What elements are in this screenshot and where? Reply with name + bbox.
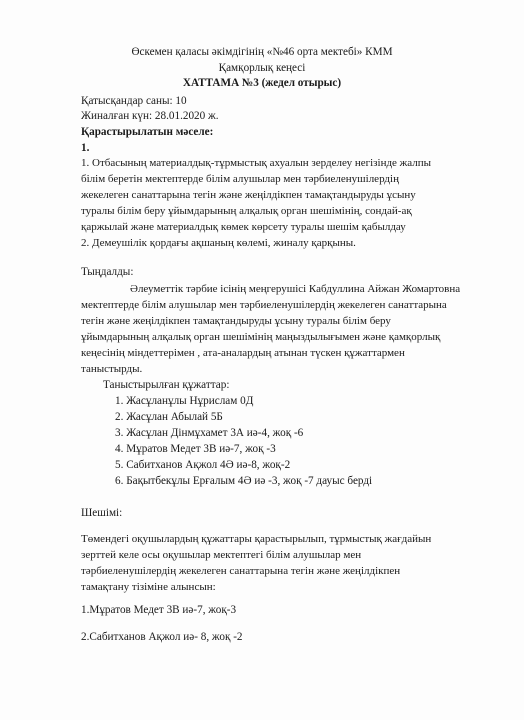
document-item: 3. Жасұлан Дінмұхамет 3А иә-4, жоқ -6 <box>115 427 304 439</box>
heard-line: ұйымдарының алқалық орган шешімінің маңыздылығымен және қамқорлық <box>81 331 441 343</box>
heard-heading: Тыңдалды: <box>81 266 134 278</box>
org-name: Өскемен қаласы әкімдігінің «№46 орта мектебі» КММ <box>131 46 393 58</box>
heard-line: Әлеуметтік тәрбие ісінің меңгерушісі Кабдуллина Айжан Жомартовна <box>130 283 461 295</box>
agenda-line: қаржылай және материалдық көмек көрсету туралы шешім қабылдау <box>81 221 406 233</box>
document-item: 4. Мұратов Медет 3В иә-7, жоқ -3 <box>115 443 276 455</box>
agenda-line: жекелеген санаттарына тегін және жеңілдікпен тамақтандыруды ұсыну <box>81 189 416 201</box>
document-item: 2. Жасұлан Абылай 5Б <box>115 411 223 423</box>
meeting-date: Жиналған күн: 28.01.2020 ж. <box>81 110 219 122</box>
documents-label: Таныстырылған құжаттар: <box>103 379 230 391</box>
participants-count: Қатысқандар саны: 10 <box>81 95 187 107</box>
heard-line: таныстырды. <box>81 363 143 375</box>
decision-line: зерттей келе осы оқушылар мектептегі білім алушылар мен <box>81 549 362 561</box>
document-item: 6. Бақытбекұлы Ерғалым 4Ә иә -3, жоқ -7 дауыс берді <box>115 475 373 487</box>
agenda-line: білім беретін мектептерде білім алушылар мен тәрбиеленушілердің <box>81 173 399 185</box>
decision-item: 2.Сабитханов Ақжол иә- 8, жоқ -2 <box>81 631 243 643</box>
agenda-line: 1. Отбасының материалдық-тұрмыстық ахуалын зерделеу негізінде жалпы <box>81 157 432 169</box>
decision-item: 1.Мұратов Медет 3В иә-7, жоқ-3 <box>81 604 237 616</box>
document-title: ХАТТАМА №3 (жедел отырыс) <box>182 77 342 89</box>
agenda-heading: Қарастырылатын мәселе: <box>81 126 214 138</box>
agenda-line: 2. Демеушілік қордағы ақшаның көлемі, жиналу қарқыны. <box>81 237 356 249</box>
agenda-line: туралы білім беру ұйымдарының алқалық орган шешімінің, сондай-ақ <box>81 205 412 217</box>
decision-heading: Шешімі: <box>81 507 123 519</box>
heard-line: тегін және жеңілдікпен тамақтандыруды ұсыну туралы білім беру <box>81 315 391 327</box>
decision-line: тамақтану тізіміне алынсын: <box>81 581 216 593</box>
decision-line: Төмендегі оқушылардың құжаттары қарастырылып, тұрмыстық жағдайын <box>81 533 432 545</box>
heard-line: кеңесінің міндеттерімен , ата-аналардың атынан түскен құжаттармен <box>81 347 405 359</box>
council-name: Қамқорлық кеңесі <box>218 62 306 74</box>
document-item: 1. Жасұланұлы Нұрислам 0Д <box>115 395 254 407</box>
decision-line: тәрбиеленушілердің жекелеген санаттарына тегін және жеңілдікпен <box>81 565 401 577</box>
document-item: 5. Сабитханов Ақжол 4Ә иә-8, жоқ-2 <box>115 459 291 471</box>
agenda-number: 1. <box>81 142 90 154</box>
heard-line: мектептерде білім алушылар мен тәрбиеленушілердің жекелеген санаттарына <box>81 299 447 311</box>
